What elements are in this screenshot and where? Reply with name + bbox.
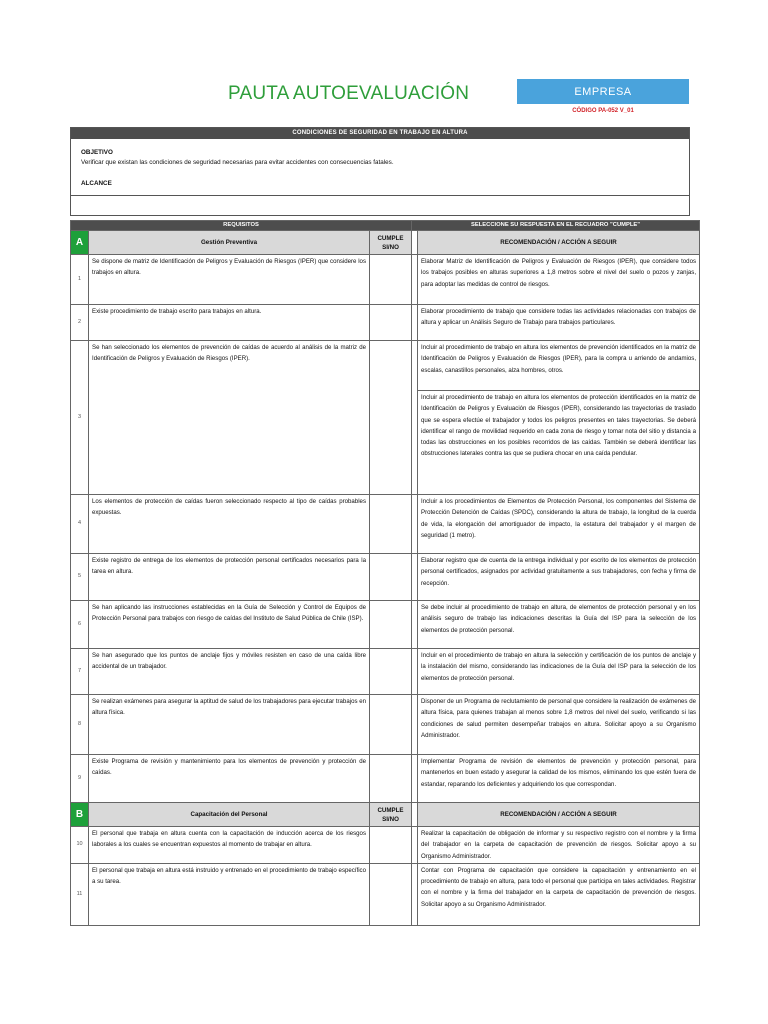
table-row [71,305,700,341]
row-number: 9 [71,755,89,803]
table-top-header [71,221,700,231]
cumple-cell[interactable] [370,554,412,601]
requirement-text: Se han aplicando las instrucciones establecidas en la Guía de Selección y Control de Equipos de Protección Personal para trabajos con riesgo de caídas del Instituto de Salud Pública de Chile (ISP). [89,601,370,649]
row-number: 5 [71,554,89,601]
objective-text: Verificar que existan las condiciones de seguridad necesarias para evitar accidentes con consecuencias fatales. [81,159,394,166]
recommendation-text: Elaborar procedimiento de trabajo que considere todas las actividades relacionadas con trabajos de altura y aplicar un Análisis Seguro de Trabajo para trabajos particulares. [418,305,700,341]
row-number: 7 [71,649,89,695]
requirement-text: Existe registro de entrega de los elementos de protección personal certificados necesarios para la tarea en altura. [89,554,370,601]
requirements-header: REQUISITOS [71,221,412,231]
cumple-cell[interactable] [370,695,412,755]
section-letter-b: B [71,803,89,827]
recommendation-text: Se debe incluir al procedimiento de trabajo en altura, de elementos de protección personal y en los análisis seguro de trabajo las indicaciones descritas la Guía del ISP para la selección de los elementos de protección personal. [418,601,700,649]
table-row [71,341,700,391]
cumple-cell[interactable] [370,863,412,925]
requirement-text: El personal que trabaja en altura está instruido y entrenado en el procedimiento de trabajo específico a su tarea. [89,863,370,925]
recommendation-text: Incluir al procedimiento de trabajo en altura los elementos de prevención identificados en la matriz de Identificación de Peligros y Evaluación de Riesgos (IPER), para la compra u arriendo de andamios, escalas, canastillos personales, alza hombres, otros. [418,341,700,391]
section-header-a [71,231,700,255]
row-number: 8 [71,695,89,755]
requirement-text: Se han asegurado que los puntos de anclaje fijos y móviles resisten en caso de una caída libre accidental de un trabajador. [89,649,370,695]
cumple-label: CUMPLE SI/NO [370,231,412,255]
requirement-text: Existe procedimiento de trabajo escrito para trabajos en altura. [89,305,370,341]
section-title-b: Capacitación del Personal [89,803,370,827]
cumple-cell[interactable] [370,495,412,554]
table-row [71,755,700,803]
row-number: 3 [71,341,89,495]
objective-box [70,127,690,216]
recommendation-text: Incluir a los procedimientos de Elementos de Protección Personal, los componentes del Sistema de Protección Detención de Caídas (SPDC), considerando la altura de trabajo, la longitud de la cuerda de vida, la elongación del amortiguador de impacto, la estatura del trabajador y el margen de seguridad (1 metro). [418,495,700,554]
recommendation-text: Realizar la capacitación de obligación de informar y su respectivo registro con el nombre y la firma del trabajador en la carpeta de capacitación de prevención de riesgos. Solicitar apoyo a su Organismo Administrador. [418,827,700,864]
row-number: 11 [71,863,89,925]
cumple-cell[interactable] [370,601,412,649]
select-answer-header: SELECCIONE SU RESPUESTA EN EL RECUADRO "CUMPLE" [412,221,700,231]
recommendation-text: Elaborar Matriz de Identificación de Peligros y Evaluación de Riesgos (IPER), que considere todos los trabajos posibles en alturas superiores a 1,8 metros sobre el nivel del suelo o pozos y zanjas, para adoptar las medidas de control de riesgos. [418,255,700,305]
recommendation-text: Implementar Programa de revisión de elementos de prevención y protección personal, para mantenerlos en buen estado y asegurar la calidad de los mismos, eliminando los que estén fuera de estandar, reparando los deficientes y adquiriendo los que correspondan. [418,755,700,803]
table-row [71,255,700,305]
company-box: EMPRESA [517,79,689,104]
table-row [71,863,700,925]
objective-section [71,139,689,195]
requirement-text: Se han seleccionado los elementos de prevención de caídas de acuerdo al análisis de la matriz de Identificación de Peligros y Evaluación de Riesgos (IPER). [89,341,370,495]
page-title: PAUTA AUTOEVALUACIÓN [228,83,470,104]
cumple-cell[interactable] [370,649,412,695]
document-code: CÓDIGO PA-052 V_01 [572,108,634,114]
cumple-label: CUMPLE SI/NO [370,803,412,827]
recommendation-header: RECOMENDACIÓN / ACCIÓN A SEGUIR [418,803,700,827]
cumple-cell[interactable] [370,305,412,341]
recommendation-text: Incluir en el procedimiento de trabajo en altura la selección y certificación de los puntos de anclaje y la instalación del mismo, considerando las indicaciones de la Guía del ISP para la selección de los elementos de protección personal. [418,649,700,695]
cumple-cell[interactable] [370,827,412,864]
requirement-text: Se realizan exámenes para asegurar la aptitud de salud de los trabajadores para ejecutar trabajos en altura física. [89,695,370,755]
section-title-a: Gestión Preventiva [89,231,370,255]
conditions-header-bar: CONDICIONES DE SEGURIDAD EN TRABAJO EN ALTURA [71,128,689,139]
table-row [71,649,700,695]
recommendation-header: RECOMENDACIÓN / ACCIÓN A SEGUIR [418,231,700,255]
objective-label: OBJETIVO [81,149,113,156]
recommendation-text: Incluir al procedimiento de trabajo en altura los elementos de protección identificados en la matriz de Identificación de Peligros y Evaluación de Riesgos (IPER), considerando las trayectorias de traslado que se espera efectúe el trabajador y todos los peligros presentes en tales trayectorias. Se deberá identificar el rango de movilidad requerido en cada zona de riesgo y tomar nota del sitio y distancia a todas las obstrucciones en los posibles recorridos de las caídas. También se deberá identificar las obstrucciones laterales contra las que se pudiera chocar en una caída pendular. [418,391,700,495]
requirement-text: Se dispone de matriz de Identificación de Peligros y Evaluación de Riesgos (IPER) que considere los trabajos en altura. [89,255,370,305]
requirement-text: Los elementos de protección de caídas fueron seleccionado respecto al tipo de caídas probables expuestas. [89,495,370,554]
table-row [71,554,700,601]
row-number: 6 [71,601,89,649]
cumple-cell[interactable] [370,755,412,803]
row-number: 4 [71,495,89,554]
table-row [71,495,700,554]
cumple-cell[interactable] [370,341,412,495]
recommendation-text: Elaborar registro que de cuenta de la entrega individual y por escrito de los elementos de protección personal certificados, asignados por actividad gratuitamente a sus trabajadores, con fecha y firma de recepción. [418,554,700,601]
requirement-text: Existe Programa de revisión y mantenimiento para los elementos de prevención y protección de caídas. [89,755,370,803]
recommendation-text: Disponer de un Programa de reclutamiento de personal que considere la realización de exámenes de altura física, para quienes trabajan al menos sobre 1,8 metros del nivel del suelo, verificando si las condiciones de salud permiten desempeñar trabajos en altura. Solicitar apoyo a su Organismo Administrador. [418,695,700,755]
requirement-text: El personal que trabaja en altura cuenta con la capacitación de inducción acerca de los riesgos laborales a los cuales se encuentran expuestos al momento de trabajar en altura. [89,827,370,864]
row-number: 1 [71,255,89,305]
scope-label: ALCANCE [81,180,112,187]
table-row [71,827,700,864]
row-number: 2 [71,305,89,341]
section-header-b [71,803,700,827]
table-row [71,695,700,755]
recommendation-text: Contar con Programa de capacitación que considere la capacitación y entrenamiento en el procedimiento de trabajo en altura, para todo el personal que participa en tales actividades. Registrar con el nombre y la firma del trabajador en la carpeta de capacitación de prevención de riesgos. Solicitar apoyo a su Organismo Administrador. [418,863,700,925]
checklist-table [70,220,700,926]
cumple-cell[interactable] [370,255,412,305]
table-row [71,601,700,649]
section-letter-a: A [71,231,89,255]
row-number: 10 [71,827,89,864]
scope-field [71,195,689,215]
